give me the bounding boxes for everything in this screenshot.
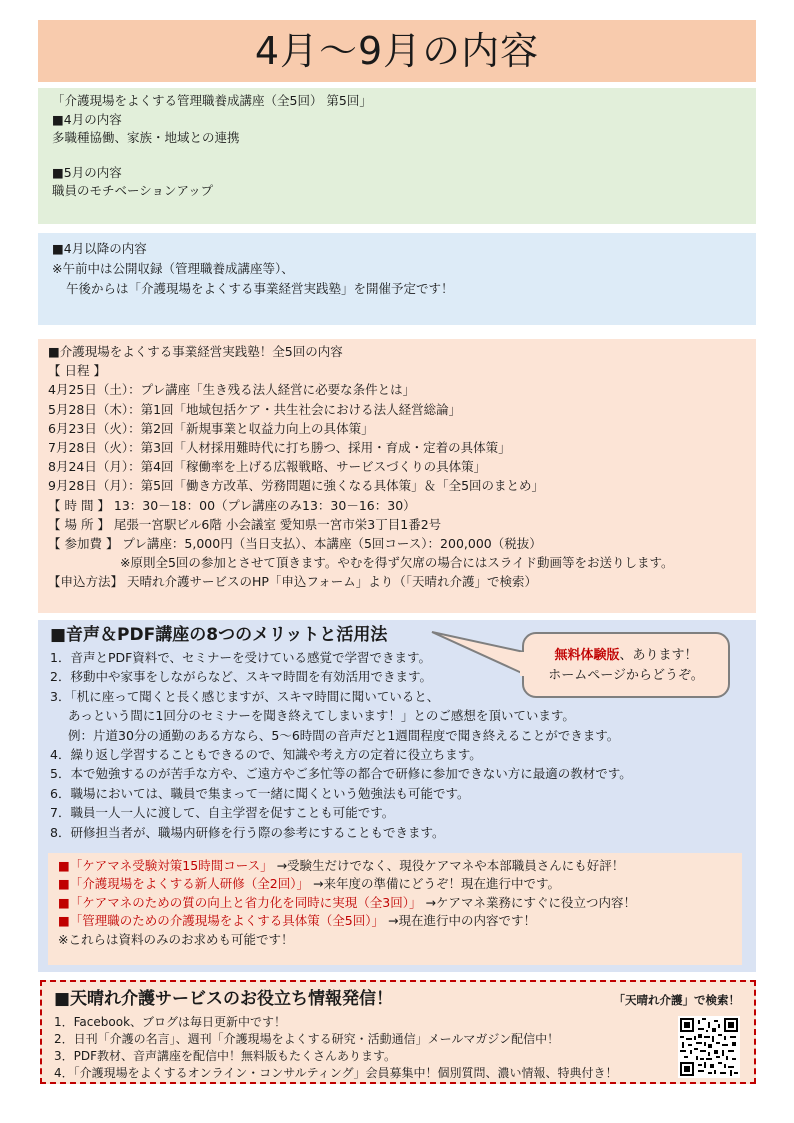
product-title: ■「管理職のための介護現場をよくする具体策（全5回）」 — [58, 913, 385, 929]
schedule-item: 6月23日（火）：第2回「新規事業と収益力向上の具体策」 — [48, 420, 374, 436]
schedule-item: 9月28日（月）：第5回「働き方改革、労務問題に強くなる具体策」＆「全5回のまとめ」 — [48, 478, 545, 494]
qr-code-graphic — [680, 1018, 738, 1076]
merit-item: 1．音声とPDF資料で、セミナーを受けている感覚で学習できます。 — [50, 650, 432, 665]
title-banner — [38, 20, 756, 82]
schedule-item: 5月28日（木）：第1回「地域包括ケア・共生社会における法人経営総論」 — [48, 401, 462, 417]
merit-item: 2．移動中や家事をしながらなど、スキマ時間を有効活用できます。 — [50, 669, 432, 685]
callout-text: 、あります！ — [619, 648, 698, 663]
product-item — [58, 894, 732, 912]
merit-item: 3．「机に座って聞くと長く感じますが、スキマ時間に聞いていると、 — [50, 688, 440, 704]
product-title: ■「ケアマネ受験対策15時間コース」 — [58, 858, 273, 873]
product-title: ■「ケアマネのための質の向上と省力化を同時に実現（全3回）」 — [58, 894, 422, 910]
schedule-item: 4月25日（土）：プレ講座「生き残る法人経営に必要な条件とは」 — [48, 382, 416, 398]
product-item — [58, 857, 732, 875]
after-april-section — [38, 233, 756, 325]
info-item: 3．PDF教材、音声講座を配信中！無料版もたくさんあります。 — [54, 1049, 397, 1063]
may-heading: ■5月の内容 — [52, 164, 122, 180]
course-title: 「介護現場をよくする管理職養成講座（全5回） 第5回」 — [52, 93, 372, 108]
may-content: 職員のモチベーションアップ — [52, 183, 214, 198]
info-heading: ■天晴れ介護サービスのお役立ち情報発信！ — [54, 989, 394, 1009]
products-note: ※これらは資料のみのお求めも可能です！ — [58, 931, 294, 947]
merit-item: 5．本で勉強するのが苦手な方や、ご遠方やご多忙等の都合で研修に参加できない方に最適の教材です。 — [50, 766, 632, 782]
management-course-section — [38, 88, 756, 224]
schedule-label: 【 日程 】 — [48, 363, 106, 379]
fee-info: 【 参加費 】 プレ講座：5,000円（当日支払）、本講座（5回コース）：200,000（税抜） — [48, 536, 542, 552]
management-school-section — [38, 339, 756, 613]
merit-item: 4．繰り返し学習することもできるので、知識や考え方の定着に役立ちます。 — [50, 747, 482, 763]
april-content: 多職種協働、家族・地域との連携 — [52, 130, 240, 145]
info-item: 4．「介護現場をよくするオンライン・コンサルティング」会員募集中！個別質問、濃い情報、特典付き！ — [54, 1066, 618, 1080]
schedule-item: 7月28日（火）：第3回「人材採用難時代に打ち勝つ、採用・育成・定着の具体策」 — [48, 440, 511, 456]
product-desc: →受験生だけでなく、現役ケアマネや本部職員さんにも好評！ — [272, 858, 625, 873]
merit-item: 8．研修担当者が、職場内研修を行う際の参考にすることもできます。 — [50, 824, 445, 840]
fee-note: ※原則全5回の参加とさせて頂きます。やむを得ず欠席の場合にはスライド動画等をお送りします。 — [120, 555, 674, 571]
place-info: 【 場 所 】 尾張一宮駅ビル6階 小会議室 愛知県一宮市栄3丁目1番2号 — [48, 516, 442, 532]
callout-line2: ホームページからどうぞ。 — [548, 668, 704, 683]
search-hint: 「天晴れ介護」で検索！ — [613, 993, 740, 1007]
product-desc: →現在進行中の内容です！ — [384, 913, 536, 929]
info-item: 1．Facebook、ブログは毎日更新中です！ — [54, 1015, 287, 1029]
product-desc: →ケアマネ業務にすぐに役立つ内容！ — [421, 894, 636, 910]
qr-code-icon[interactable] — [678, 1016, 740, 1078]
merit-item: あっという間に1回分のセミナーを聞き終えてしまいます！」とのご感想を頂いています。 — [68, 708, 575, 724]
audio-pdf-heading: ■音声＆PDF講座の8つのメリットと活用法 — [50, 625, 388, 645]
info-item: 2．日刊「介護の名言」、週刊「介護現場をよくする研究・活動通信」メールマガジン配信中！ — [54, 1032, 560, 1046]
after-april-line1: ※午前中は公開収録（管理職養成講座等）、 — [52, 261, 294, 276]
products-list — [48, 853, 742, 965]
info-section — [40, 980, 756, 1084]
after-april-heading: ■4月以降の内容 — [52, 241, 147, 256]
product-item — [58, 875, 732, 893]
merit-item: 7．職員一人一人に渡して、自主学習を促すことも可能です。 — [50, 805, 395, 821]
time-info: 【 時 間 】 13：30－18：00（プレ講座のみ13：30－16：30） — [48, 497, 416, 513]
april-heading: ■4月の内容 — [52, 111, 122, 127]
product-title: ■「介護現場をよくする新人研修（全2回）」 — [58, 876, 310, 892]
after-april-line2: 午後からは「介護現場をよくする事業経営実践塾」を開催予定です！ — [66, 281, 454, 296]
merit-item: 6．職場においては、職員で集まって一緒に聞くという勉強法も可能です。 — [50, 785, 470, 801]
callout-line1 — [524, 646, 728, 666]
apply-info: 【申込方法】 天晴れ介護サービスのHP「申込フォーム」より（「天晴れ介護」で検索） — [48, 574, 538, 590]
product-item — [58, 912, 732, 930]
page-title: 4月～9月の内容 — [254, 29, 540, 73]
school-heading: ■介護現場をよくする事業経営実践塾！全5回の内容 — [48, 344, 343, 359]
product-desc: →来年度の準備にどうぞ！現在進行中です。 — [309, 876, 560, 892]
schedule-item: 8月24日（月）：第4回「稼働率を上げる広報戦略、サービスづくりの具体策」 — [48, 459, 487, 475]
free-trial-label: 無料体験版 — [554, 648, 620, 663]
merit-item: 例：片道30分の通勤のある方なら、5～6時間の音声だと1週間程度で聞き終えることができます。 — [68, 727, 620, 743]
free-trial-callout — [522, 632, 730, 698]
